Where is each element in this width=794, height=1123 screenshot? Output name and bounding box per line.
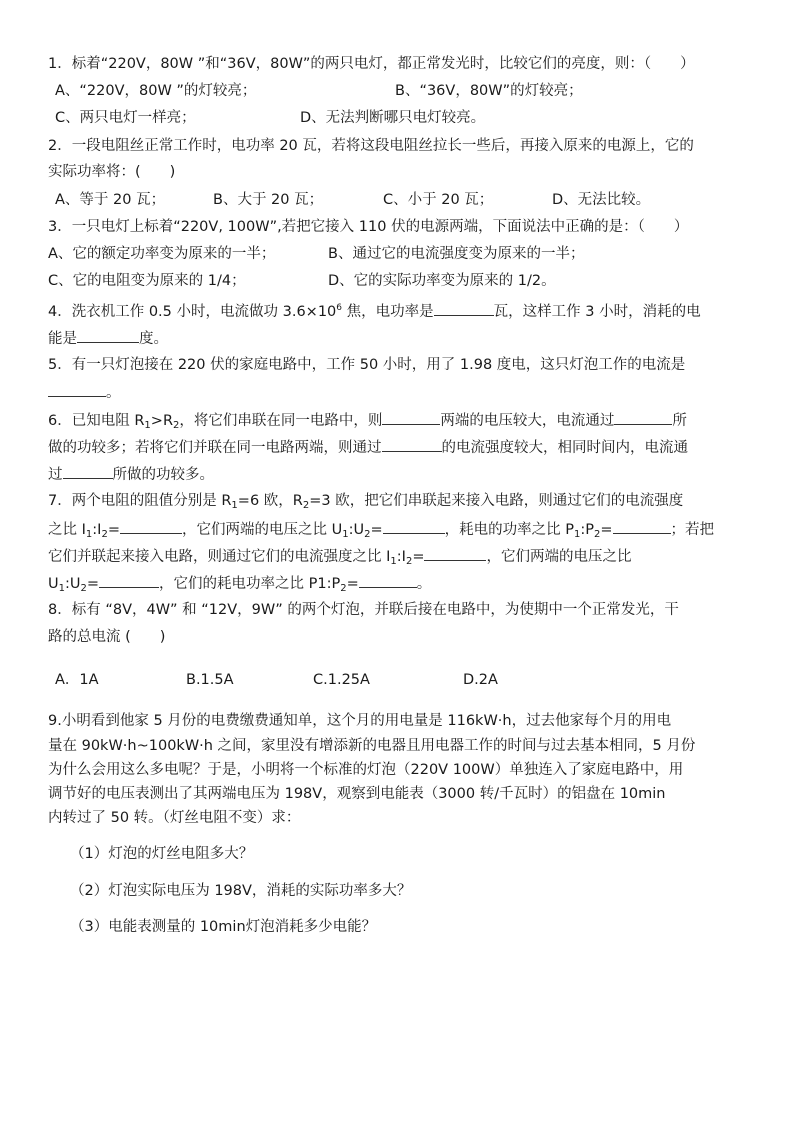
q1-option-c: C、两只电灯一样亮； bbox=[55, 110, 196, 126]
q1-stem: 1．标着“220V，80W ”和“36V，80W”的两只电灯，都正常发光时，比较它们的亮度，则：（ ） bbox=[48, 56, 695, 72]
q7-text-7: ，它们两端的电压之比 U bbox=[181, 522, 343, 538]
q1-option-d: D、无法判断哪只电灯较亮。 bbox=[300, 110, 486, 126]
q6-blank-4[interactable] bbox=[63, 464, 113, 479]
q7-text-23: 。 bbox=[416, 576, 432, 592]
q6-blank-1[interactable] bbox=[382, 410, 440, 425]
q9-line1: 9.小明看到他家 5 月份的电费缴费通知单，这个月的用电量是 116kW·h，过去他家每个月的用电 bbox=[48, 713, 672, 729]
q9-line3: 为什么会用这么多电呢？于是，小明将一个标准的灯泡（220V 100W）单独连入了家庭电路中，用 bbox=[48, 762, 684, 778]
q6-text-8: 过 bbox=[48, 467, 63, 483]
q7-text-13: ；若把 bbox=[670, 522, 715, 538]
q4-exponent: 6 bbox=[336, 303, 343, 313]
q7-sub-i1: 1 bbox=[85, 529, 93, 540]
q3-option-d: D、它的实际功率变为原来的 1/2。 bbox=[328, 273, 556, 289]
q5-current-blank[interactable] bbox=[48, 382, 106, 397]
q7-sub-i2: 2 bbox=[101, 529, 108, 540]
q6-text-4: 两端的电压较大，电流通过 bbox=[440, 413, 615, 429]
q7-text-5: :I bbox=[92, 522, 102, 538]
q7-sub-r2: 2 bbox=[302, 500, 310, 511]
q7-sub-i2b: 2 bbox=[405, 556, 413, 567]
q9-line4: 调节好的电压表测出了其两端电压为 198V，观察到电能表（3000 转/千瓦时）的铝盘在 10min bbox=[48, 786, 666, 802]
q7-text-11: :P bbox=[580, 522, 594, 538]
q7-blank-5[interactable] bbox=[99, 573, 159, 588]
q4-text-4: 能是 bbox=[48, 331, 77, 347]
q7-text-14: 它们并联起来接入电路，则通过它们的电流强度之比 I bbox=[48, 549, 391, 565]
q6-blank-2[interactable] bbox=[614, 410, 672, 425]
q9-subquestion-3: （3）电能表测量的 10min灯泡消耗多少电能？ bbox=[70, 919, 377, 935]
q7-sub-u2: 2 bbox=[364, 529, 371, 540]
q7-sub-u1: 1 bbox=[342, 529, 349, 540]
q2-option-d: D、无法比较。 bbox=[552, 192, 651, 208]
q7-sub-r1: 1 bbox=[231, 500, 238, 511]
q6-line1 bbox=[48, 410, 687, 430]
q6-text-7: 的电流强度较大，相同时间内，电流通 bbox=[441, 440, 688, 456]
q6-sub-1: 1 bbox=[144, 420, 151, 431]
q7-blank-1[interactable] bbox=[120, 519, 182, 534]
q7-line2 bbox=[48, 519, 714, 539]
q6-text-1: 6．已知电阻 R bbox=[48, 413, 145, 429]
q2-option-a: A、等于 20 瓦； bbox=[55, 192, 166, 208]
q7-sub-p2b: 2 bbox=[340, 583, 347, 594]
q7-text-12: = bbox=[600, 522, 613, 538]
q6-sub-2: 2 bbox=[173, 420, 180, 431]
q8-option-b: B.1.5A bbox=[186, 672, 234, 688]
q7-text-15: :I bbox=[396, 549, 406, 565]
q7-blank-2[interactable] bbox=[383, 519, 445, 534]
q6-line2 bbox=[48, 437, 688, 457]
q1-option-b: B、“36V，80W”的灯较亮； bbox=[395, 83, 583, 99]
q5-stem: 5．有一只灯泡接在 220 伏的家庭电路中，工作 50 小时，用了 1.98 度电，这只灯泡工作的电流是 bbox=[48, 357, 686, 373]
q2-option-b: B、大于 20 瓦； bbox=[213, 192, 324, 208]
q4-text-1: 4．洗衣机工作 0.5 小时，电流做功 3.6×10 bbox=[48, 304, 337, 320]
q7-blank-6[interactable] bbox=[359, 573, 417, 588]
q6-text-6: 做的功较多；若将它们并联在同一电路两端，则通过 bbox=[48, 440, 382, 456]
q7-line4 bbox=[48, 573, 431, 593]
q9-line2: 量在 90kW·h~100kW·h 之间，家里没有增添新的电器且用电器工作的时间与过去基本相同，5 月份 bbox=[48, 738, 696, 754]
q6-blank-3[interactable] bbox=[382, 437, 442, 452]
q3-option-a: A、它的额定功率变为原来的一半； bbox=[48, 246, 276, 262]
q6-text-5: 所 bbox=[672, 413, 687, 429]
q7-blank-4[interactable] bbox=[424, 546, 486, 561]
q7-text-16: = bbox=[412, 549, 425, 565]
q7-line1 bbox=[48, 492, 683, 510]
q2-option-c: C、小于 20 瓦； bbox=[383, 192, 494, 208]
q4-text-2: 焦，电功率是 bbox=[342, 304, 434, 320]
q2-stem-line1: 2．一段电阻丝正常工作时，电功率 20 瓦，若将这段电阻丝拉长一些后，再接入原来的电源上，它的 bbox=[48, 138, 694, 154]
q7-text-3: =3 欧，把它们串联起来接入电路，则通过它们的电流强度 bbox=[309, 493, 684, 509]
q4-text-5: 度。 bbox=[139, 331, 168, 347]
q7-text-10: ，耗电的功率之比 P bbox=[444, 522, 574, 538]
q7-text-9: = bbox=[370, 522, 383, 538]
q3-option-b: B、通过它的电流强度变为原来的一半； bbox=[328, 246, 585, 262]
q9-line5: 内转过了 50 转。（灯丝电阻不变）求： bbox=[48, 810, 301, 826]
q4-line2 bbox=[48, 328, 168, 348]
q8-stem-line2: 路的总电流 ( ) bbox=[48, 629, 166, 645]
q7-sub-p1: 1 bbox=[573, 529, 581, 540]
q7-text-8: :U bbox=[348, 522, 365, 538]
q7-line3 bbox=[48, 546, 631, 566]
q8-option-c: C.1.25A bbox=[313, 672, 370, 688]
q4-line1 bbox=[48, 301, 701, 321]
q7-text-4: 之比 I bbox=[48, 522, 86, 538]
q4-text-3: 瓦，这样工作 3 小时，消耗的电 bbox=[493, 304, 701, 320]
q5-period: 。 bbox=[106, 385, 121, 401]
q7-blank-3[interactable] bbox=[613, 519, 671, 534]
q6-line3 bbox=[48, 464, 214, 484]
q7-text-22: = bbox=[346, 576, 359, 592]
q5-answer-line bbox=[48, 382, 121, 402]
q9-subquestion-1: （1）灯泡的灯丝电阻多大？ bbox=[70, 846, 254, 862]
q7-text-19: :U bbox=[65, 576, 81, 592]
q8-option-a: A．1A bbox=[55, 672, 99, 688]
q6-text-3: ，将它们串联在同一电路中，则 bbox=[179, 413, 383, 429]
q7-sub-u2b: 2 bbox=[80, 583, 87, 594]
q3-stem: 3．一只电灯上标着“220V, 100W”,若把它接入 110 伏的电源两端，下面说法中正确的是：（ ） bbox=[48, 219, 689, 235]
q7-text-18: U bbox=[48, 576, 59, 592]
q7-text-21: ，它们的耗电功率之比 P1:P bbox=[159, 576, 341, 592]
q8-stem-line1: 8．标有 “8V，4W” 和 “12V，9W” 的两个灯泡，并联后接在电路中，为使期中一个正常发光，干 bbox=[48, 602, 679, 618]
q6-text-9: 所做的功较多。 bbox=[112, 467, 214, 483]
q3-option-c: C、它的电阻变为原来的 1/4； bbox=[48, 273, 246, 289]
q1-option-a: A、“220V，80W ”的灯较亮； bbox=[55, 83, 257, 99]
q7-sub-i1b: 1 bbox=[390, 556, 397, 567]
q4-energy-blank[interactable] bbox=[77, 328, 139, 343]
q9-subquestion-2: （2）灯泡实际电压为 198V，消耗的实际功率多大？ bbox=[70, 883, 412, 899]
q7-sub-p2: 2 bbox=[593, 529, 601, 540]
q8-option-d: D.2A bbox=[463, 672, 498, 688]
q7-text-6: = bbox=[107, 522, 120, 538]
q7-text-20: = bbox=[86, 576, 100, 592]
q2-stem-line2: 实际功率将：( ) bbox=[48, 164, 176, 180]
q7-text-2: =6 欧，R bbox=[237, 493, 303, 509]
q7-text-1: 7．两个电阻的阻值分别是 R bbox=[48, 493, 232, 509]
q6-text-2: >R bbox=[150, 413, 174, 429]
q7-text-17: ，它们两端的电压之比 bbox=[486, 549, 632, 565]
q4-power-blank[interactable] bbox=[434, 301, 494, 316]
q7-sub-u1b: 1 bbox=[58, 583, 65, 594]
